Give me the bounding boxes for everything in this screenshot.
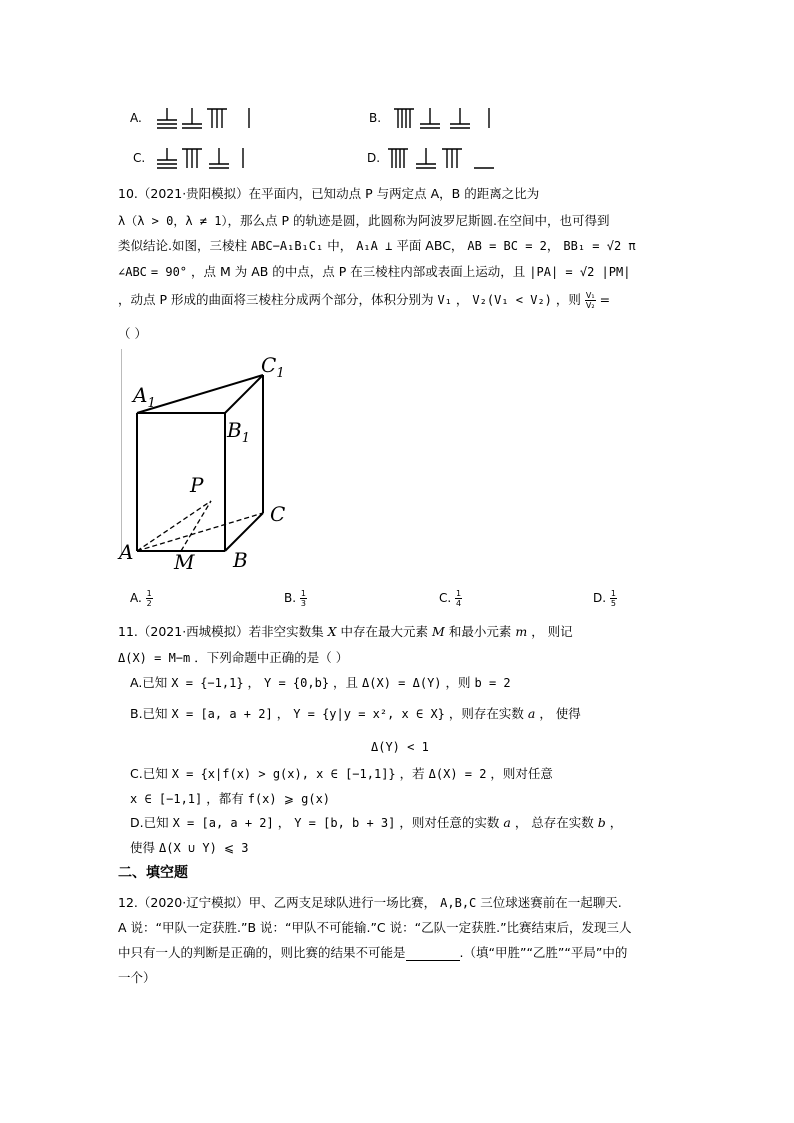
- q10-option-b-num: 1: [300, 589, 306, 598]
- q12-intro-2: 三位球迷赛前在一起聊天.: [480, 895, 622, 910]
- edge-a-p-dashed: [137, 501, 211, 551]
- q11-delta-def: Δ(X) = M−m: [118, 651, 191, 665]
- q11-intro-3: 和最小元素: [448, 624, 512, 639]
- label-a1: [131, 383, 156, 411]
- q11-c-6: x ∈ [−1,1]: [130, 792, 203, 806]
- q11-option-b-line-2: Δ(Y) < 1: [371, 740, 429, 754]
- q11-c-1: C.已知: [130, 766, 168, 781]
- q11-a-7: ，则: [445, 675, 471, 690]
- q10-line-3-mid: 中，: [327, 238, 353, 253]
- q11-option-c: [130, 764, 553, 782]
- edge-b-c: [225, 513, 263, 551]
- label-c1-sub: 1: [276, 366, 285, 381]
- q10-option-b-label: B.: [284, 591, 297, 605]
- q10-ratio-num: V₁: [585, 291, 595, 300]
- q11-b-2: X = [a, a + 2]: [171, 707, 273, 721]
- q9-option-b-rods: [392, 106, 496, 130]
- q10-line-2: [118, 211, 609, 229]
- q9-option-b-label: B.: [369, 111, 382, 125]
- label-c: C: [270, 502, 286, 526]
- label-c1: [261, 353, 285, 381]
- q11-option-a: [130, 673, 511, 691]
- q10-lambda-condition: λ（λ > 0，λ ≠ 1）: [118, 214, 228, 228]
- q11-a-5: ，且: [333, 675, 359, 690]
- q10-pa-pm: |PA| = √2 |PM|: [529, 265, 631, 279]
- q11-a-3: ，: [247, 675, 261, 690]
- q10-option-c-num: 1: [456, 589, 462, 598]
- q11-line-1: [118, 622, 573, 640]
- q11-var-m-max: M: [432, 624, 445, 639]
- q12-answer-blank[interactable]: [406, 948, 460, 961]
- q11-prompt: ．下列命题中正确的是（ ）: [194, 650, 349, 665]
- q11-var-m-min: m: [515, 624, 528, 639]
- q10-option-c-label: C.: [439, 591, 452, 605]
- q11-option-d: [130, 813, 622, 831]
- q10-equals: =: [599, 292, 611, 307]
- q10-comma-2: ，: [455, 292, 469, 307]
- q11-intro-2: 中存在最大元素: [340, 624, 429, 639]
- q10-option-b-frac: [300, 589, 307, 608]
- q10-prism-name: ABC−A₁B₁C₁: [250, 239, 324, 253]
- q10-perp: A₁A ⊥: [356, 239, 393, 253]
- label-a1-letter: A: [133, 383, 148, 407]
- q12-line-1: [118, 893, 622, 911]
- q12-line-2: A 说：“甲队一定获胜.”B 说：“甲队不可能输.”C 说：“乙队一定获胜.”比赛结束后，发现三人: [118, 920, 632, 935]
- q11-c-4: Δ(X) = 2: [428, 767, 487, 781]
- q10-option-b: [284, 589, 307, 608]
- label-b1-letter: B: [227, 418, 242, 442]
- q11-d-9: Δ(X ∪ Y) ⩽ 3: [159, 841, 249, 855]
- q10-v2: V₂(V₁ < V₂): [472, 293, 552, 307]
- q11-b-var-a: a: [527, 706, 536, 721]
- q10-line-4: [118, 262, 630, 280]
- q11-c-7: ，都有: [206, 791, 244, 806]
- q10-option-d-label: D.: [593, 591, 607, 605]
- q11-d-1: D.已知: [130, 815, 169, 830]
- q10-line-5-text: ，动点 P 形成的曲面将三棱柱分成两个部分，体积分别为: [118, 292, 434, 307]
- label-a1-sub: 1: [147, 396, 156, 411]
- q10-angle-value: = 90°: [150, 265, 188, 279]
- label-m: M: [174, 550, 195, 573]
- figure-left-border: [121, 349, 122, 555]
- q10-option-a: [130, 589, 153, 608]
- q10-plane: 平面 ABC，: [396, 238, 464, 253]
- q11-var-x: X: [327, 624, 337, 639]
- label-p: P: [190, 473, 204, 497]
- q10-comma: ，: [546, 238, 560, 253]
- q11-b-5: ，则存在实数: [448, 706, 524, 721]
- q10-option-b-den: 3: [300, 599, 306, 608]
- q11-c-2: X = {x|f(x) > g(x), x ∈ [−1,1]}: [171, 767, 396, 781]
- q10-line-4-text: ，点 M 为 AB 的中点，点 P 在三棱柱内部或表面上运动，且: [191, 264, 526, 279]
- edge-m-p-dashed: [181, 501, 211, 551]
- q11-option-c-line-2: [130, 789, 330, 807]
- q10-option-a-den: 2: [146, 599, 152, 608]
- label-c1-letter: C: [261, 353, 277, 377]
- q11-d-8: 使得: [130, 840, 156, 855]
- q9-option-c-rods: [155, 146, 255, 170]
- q11-intro-4: ， 则记: [531, 624, 573, 639]
- q11-line-2: [118, 648, 348, 666]
- q11-d-6: ， 总存在实数: [514, 815, 594, 830]
- q9-option-a-rods: [155, 106, 255, 130]
- q10-bb1: BB₁ = √2 π: [563, 239, 636, 253]
- q12-line-3-hint: .（填“甲胜”“乙胜”“平局”中的: [459, 945, 628, 960]
- q10-option-d: [593, 589, 617, 608]
- label-a: A: [119, 540, 134, 564]
- q11-c-5: ，则对任意: [490, 766, 553, 781]
- q10-line-2-text: ，那么点 P 的轨迹是圆，此圆称为阿波罗尼斯圆.在空间中，也可得到: [227, 213, 610, 228]
- q12-line-3-text: 中只有一人的判断是正确的，则比赛的结果不可能是: [118, 945, 406, 960]
- q10-option-a-frac: [146, 589, 153, 608]
- q10-option-d-den: 5: [610, 599, 616, 608]
- q11-d-3: ，: [277, 815, 291, 830]
- q10-v1: V₁: [437, 293, 452, 307]
- q10-line-5: [118, 290, 610, 310]
- q10-line-1: 10.（2021·贵阳模拟）在平面内，已知动点 P 与两定点 A，B 的距离之比为: [118, 186, 540, 201]
- q10-angle: ∠ABC: [118, 265, 147, 279]
- q12-intro: 12.（2020·辽宁模拟）甲、乙两支足球队进行一场比赛，: [118, 895, 437, 910]
- q11-d-2: X = [a, a + 2]: [172, 816, 274, 830]
- q11-b-1: B.已知: [130, 706, 168, 721]
- q10-option-d-frac: [610, 589, 617, 608]
- q10-ratio-den: V₂: [585, 301, 595, 310]
- q10-ratio: [585, 291, 596, 310]
- q10-option-c-den: 4: [456, 599, 462, 608]
- q10-option-c-frac: [455, 589, 462, 608]
- q12-line-4: 一个）: [118, 970, 156, 985]
- q9-option-c-label: C.: [133, 151, 146, 165]
- q9-option-a-label: A.: [130, 111, 142, 125]
- q10-line-3: [118, 236, 636, 254]
- q9-option-d-rods: [386, 146, 498, 170]
- q11-option-d-line-2: [130, 838, 249, 856]
- q10-ab-bc: AB = BC = 2: [467, 239, 547, 253]
- q10-option-d-num: 1: [610, 589, 616, 598]
- label-b1-sub: 1: [241, 431, 250, 446]
- q11-d-5: ，则对任意的实数: [399, 815, 500, 830]
- q10-prism-figure: [115, 345, 295, 573]
- q11-a-6: Δ(X) = Δ(Y): [362, 676, 442, 690]
- section-heading-fill-in: 二、填空题: [118, 865, 188, 881]
- q10-line-3-text: 类似结论.如图，三棱柱: [118, 238, 247, 253]
- q11-a-1: A.已知: [130, 675, 168, 690]
- q11-b-6: ， 使得: [539, 706, 581, 721]
- q11-option-b: [130, 704, 581, 722]
- q9-option-d-label: D.: [367, 151, 381, 165]
- q10-option-a-num: 1: [146, 589, 152, 598]
- q11-c-3: ，若: [399, 766, 425, 781]
- q10-option-c: [439, 589, 462, 608]
- q11-a-2: X = {−1,1}: [171, 676, 244, 690]
- q12-abc: A,B,C: [440, 896, 477, 910]
- q11-intro: 11.（2021·西城模拟）若非空实数集: [118, 624, 324, 639]
- q11-d-var-b: b: [597, 815, 606, 830]
- q11-a-4: Y = {0,b}: [264, 676, 330, 690]
- label-b1: [226, 418, 250, 446]
- q10-then: ，则: [555, 292, 581, 307]
- label-b: B: [233, 548, 248, 572]
- q12-line-3: [118, 943, 627, 961]
- q11-b-3: ，: [276, 706, 290, 721]
- q11-d-4: Y = [b, b + 3]: [294, 816, 396, 830]
- q11-a-8: b = 2: [474, 676, 511, 690]
- q10-option-a-label: A.: [130, 591, 142, 605]
- q11-c-8: f(x) ⩾ g(x): [247, 792, 331, 806]
- q10-answer-paren: （ ）: [118, 326, 147, 341]
- q11-d-var-a: a: [503, 815, 511, 830]
- q11-d-7: ，: [609, 815, 623, 830]
- q11-b-4: Y = {y|y = x², x ∈ X}: [293, 707, 445, 721]
